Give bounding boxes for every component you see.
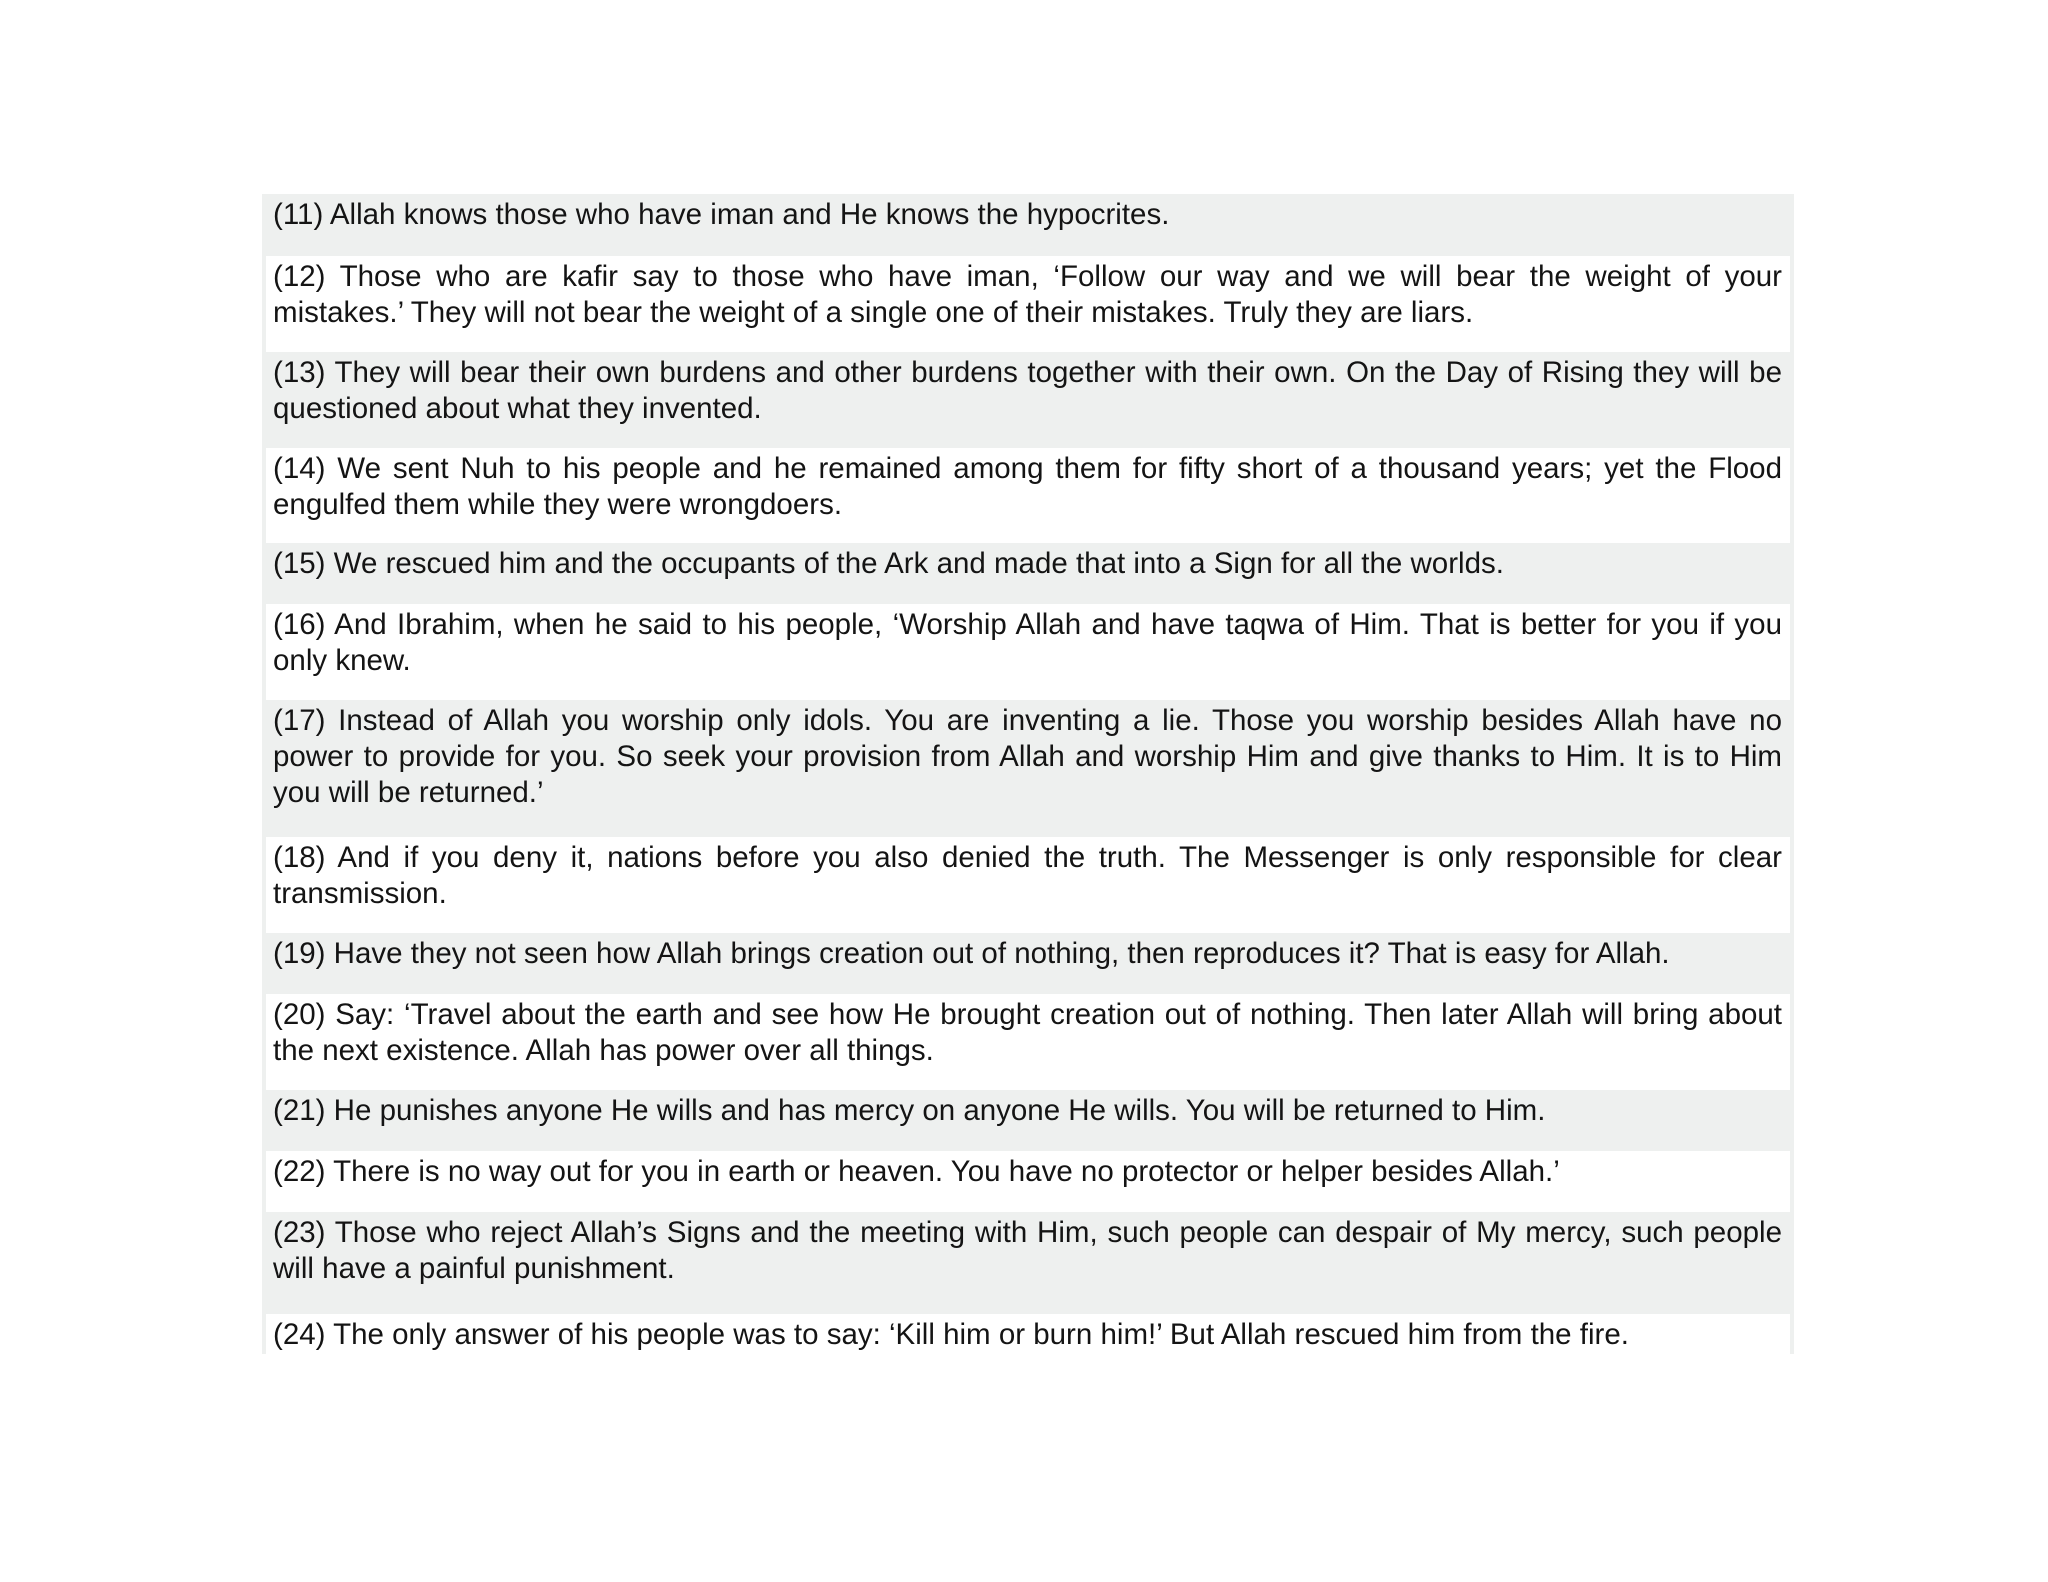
- verse-17: (17) Instead of Allah you worship only idols. You are inventing a lie. Those you worship besides Allah have no power to provide for you. So seek your provision from Allah and worship Him and give thanks to Him. It is to Him you will be returned.’: [262, 700, 1794, 837]
- verse-22: (22) There is no way out for you in earth or heaven. You have no protector or helper besides Allah.’: [262, 1151, 1794, 1212]
- verse-19: (19) Have they not seen how Allah brings creation out of nothing, then reproduces it? That is easy for Allah.: [262, 933, 1794, 994]
- verse-list: [262, 194, 1794, 1354]
- verse-21: (21) He punishes anyone He wills and has mercy on anyone He wills. You will be returned to Him.: [262, 1090, 1794, 1151]
- verse-12: (12) Those who are kafir say to those who have iman, ‘Follow our way and we will bear the weight of your mistakes.’ They will not bear the weight of a single one of their mistakes. Truly they are liars.: [262, 256, 1794, 352]
- verse-23: (23) Those who reject Allah’s Signs and the meeting with Him, such people can despair of My mercy, such people will have a painful punishment.: [262, 1212, 1794, 1314]
- verse-11: (11) Allah knows those who have iman and He knows the hypocrites.: [262, 194, 1794, 256]
- verse-18: (18) And if you deny it, nations before you also denied the truth. The Messenger is only responsible for clear transmission.: [262, 837, 1794, 933]
- verse-16: (16) And Ibrahim, when he said to his people, ‘Worship Allah and have taqwa of Him. That is better for you if you only knew.: [262, 604, 1794, 700]
- verse-15: (15) We rescued him and the occupants of the Ark and made that into a Sign for all the worlds.: [262, 543, 1794, 604]
- verse-20: (20) Say: ‘Travel about the earth and see how He brought creation out of nothing. Then later Allah will bring about the next existence. Allah has power over all things.: [262, 994, 1794, 1090]
- verse-14: (14) We sent Nuh to his people and he remained among them for fifty short of a thousand years; yet the Flood engulfed them while they were wrongdoers.: [262, 448, 1794, 543]
- verse-24: (24) The only answer of his people was to say: ‘Kill him or burn him!’ But Allah rescued him from the fire.: [262, 1314, 1794, 1354]
- verse-13: (13) They will bear their own burdens and other burdens together with their own. On the Day of Rising they will be questioned about what they invented.: [262, 352, 1794, 448]
